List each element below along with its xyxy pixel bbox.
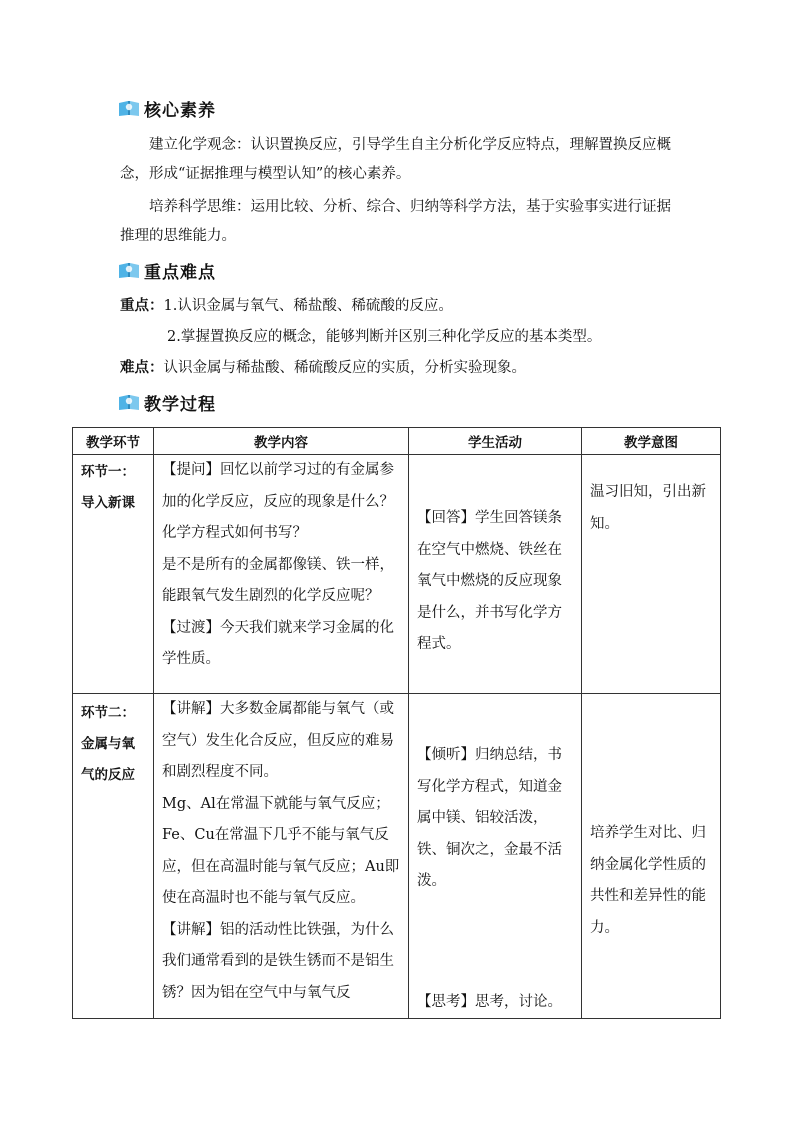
activity-cell — [409, 694, 582, 1019]
book-icon — [118, 261, 140, 279]
section-header-process — [118, 389, 216, 415]
core-paragraph-2: 培养科学思维：运用比较、分析、综合、归纳等科学方法，基于实验事实进行证据推理的思维能力。 — [120, 199, 671, 244]
stage-line: 导入新课 — [81, 495, 135, 511]
content-paragraph: Mg、Al在常温下就能与氧气反应；Fe、Cu在常温下几乎不能与氧气反应，但在高温时能与氧气反应；Au即使在高温时也不能与氧气反应。 — [162, 795, 400, 906]
stage-cell — [73, 455, 154, 694]
focus-line-1 — [120, 296, 453, 316]
content-cell — [154, 694, 409, 1019]
content-paragraph: 【提问】回忆以前学习过的有金属参加的化学反应，反应的现象是什么？化学方程式如何书写？ — [162, 462, 394, 541]
section-header-key — [118, 257, 216, 283]
difficulty-text: 认识金属与稀盐酸、稀硫酸反应的实质，分析实验现象。 — [163, 360, 526, 376]
section-title-process: 教学过程 — [144, 394, 216, 415]
focus-label: 重点： — [120, 298, 164, 314]
stage-line: 气的反应 — [81, 767, 135, 783]
core-paragraph-1: 建立化学观念：认识置换反应，引导学生自主分析化学反应特点，理解置换反应概念，形成“证据推理与模型认知”的核心素养。 — [120, 137, 671, 182]
section-title-core: 核心素养 — [144, 100, 216, 121]
stage-line: 环节一： — [81, 464, 135, 480]
header-stage: 教学环节 — [73, 428, 154, 455]
activity-paragraph: 【倾听】归纳总结，书写化学方程式，知道金属中镁、铝较活泼，铁、铜次之，金最不活泼。 — [417, 747, 562, 889]
table-row — [73, 455, 721, 694]
header-activity: 学生活动 — [409, 428, 582, 455]
content-paragraph: 【过渡】今天我们就来学习金属的化学性质。 — [162, 619, 394, 667]
difficulty-label: 难点： — [120, 360, 164, 376]
intent-paragraph: 培养学生对比、归纳金属化学性质的共性和差异性的能力。 — [590, 825, 706, 936]
activity-paragraph: 【思考】思考，讨论。 — [417, 993, 562, 1010]
header-content: 教学内容 — [154, 428, 409, 455]
stage-line: 环节二： — [81, 705, 135, 721]
focus-item-2: 2.掌握置换反应的概念，能够判断并区别三种化学反应的基本类型。 — [167, 329, 602, 345]
content-paragraph: 【讲解】铝的活动性比铁强，为什么我们通常看到的是铁生锈而不是铝生锈？因为铝在空气中与氧气反 — [162, 921, 394, 1001]
table-header-row — [73, 428, 721, 455]
content-paragraph: 是不是所有的金属都像镁、铁一样，能跟氧气发生剧烈的化学反应呢？ — [162, 556, 394, 604]
book-icon — [118, 99, 140, 117]
intent-cell — [582, 455, 721, 694]
table-row — [73, 694, 721, 1019]
teaching-process-table — [72, 427, 721, 1019]
activity-cell — [409, 455, 582, 694]
section-title-key: 重点难点 — [144, 262, 216, 283]
intent-cell — [582, 694, 721, 1019]
content-paragraph: 【讲解】大多数金属都能与氧气（或空气）发生化合反应，但反应的难易和剧烈程度不同。 — [162, 701, 394, 780]
section-header-core — [118, 95, 216, 121]
activity-paragraph: 【回答】学生回答镁条在空气中燃烧、铁丝在氧气中燃烧的反应现象是什么，并书写化学方程式。 — [417, 510, 562, 652]
header-intent: 教学意图 — [582, 428, 721, 455]
book-icon — [118, 393, 140, 411]
content-cell — [154, 455, 409, 694]
focus-item-1: 1.认识金属与氧气、稀盐酸、稀硫酸的反应。 — [163, 298, 453, 314]
stage-cell — [73, 694, 154, 1019]
difficulty-line — [120, 358, 526, 378]
stage-line: 金属与氧 — [81, 736, 135, 752]
intent-paragraph: 温习旧知，引出新知。 — [590, 484, 706, 532]
